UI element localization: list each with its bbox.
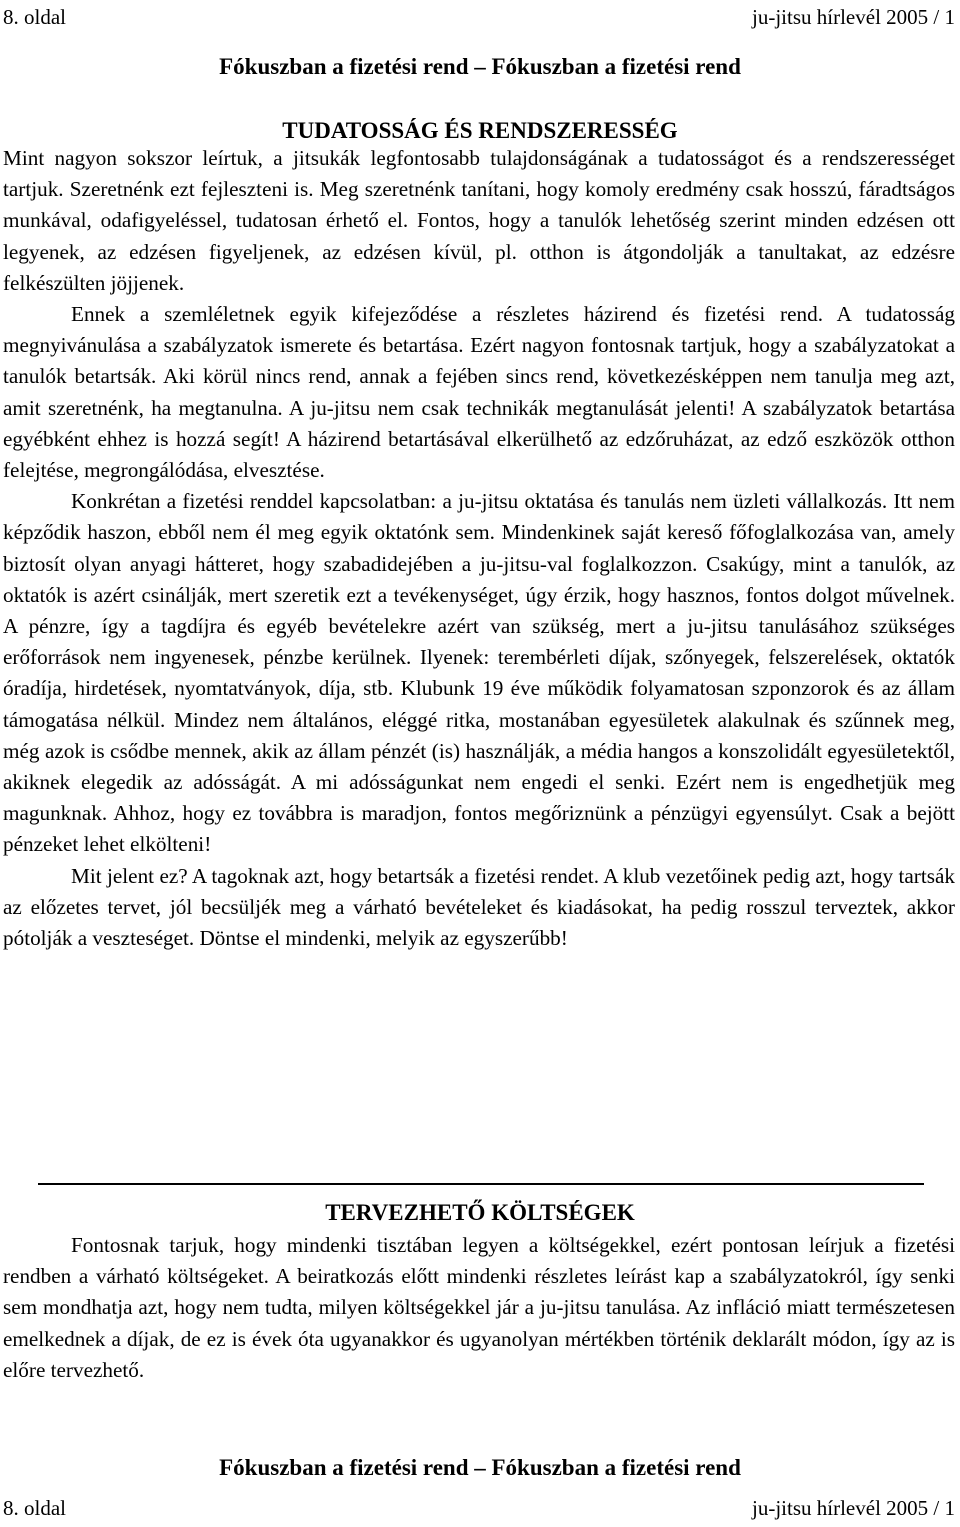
section-body-koltsegek [3, 1230, 955, 1386]
section-divider [38, 1183, 924, 1185]
paragraph: Konkrétan a fizetési renddel kapcsolatban: a ju-jitsu oktatása és tanulás nem üzleti vállalkozás. Itt nem képződik haszon, ebből nem él meg egyik oktatónk sem. Mindenkinek saját kereső főfoglalkozása van, amely biztosít olyan anyagi hátteret, hogy szabadidejében a ju-jitsu-val foglalkozzon. Csakúgy, mint a tanulók, az oktatók is azért csinálják, mert szeretik ezt a tevékenységet, úgy érzik, hogy hasznos, fontos dolgot művelnek. A pénzre, így a tagdíjra és egyéb bevételekre azért van szükség, mert a ju-jitsu tanulásához szükséges erőforrások nem ingyenesek, pénzbe kerülnek. Ilyenek: terembérleti díjak, szőnyegek, felszerelések, oktatók óradíja, hirdetések, nyomtatványok, díja, stb. Klubunk 19 éve működik folyamatosan szponzorok és az állam támogatása nélkül. Mindez nem általános, eléggé ritka, mostanában egyesületek alakulnak és szűnnek meg, még azok is csődbe mennek, akik az állam pénzét (is) használják, a média hangos a konszolidált egyesületektől, akiknek elegedik az adósságát. A mi adósságunkat nem engedi el senki. Ezért nem is engedhetjük meg magunknak. Ahhoz, hogy ez továbbra is maradjon, fontos megőriznünk a pénzügyi egyensúlyt. Csak a bejött pénzeket lehet elkölteni! [3, 489, 955, 857]
footer-page-number: 8. oldal [3, 1496, 66, 1520]
section-body-tudatossag [3, 143, 955, 954]
header-page-number: 8. oldal [3, 5, 66, 29]
banner-bottom: Fókuszban a fizetési rend – Fókuszban a fizetési rend [219, 1455, 741, 1480]
page-footer [3, 1495, 955, 1521]
paragraph: Fontosnak tarjuk, hogy mindenki tisztában legyen a költségekkel, ezért pontosan leírjuk a fizetési rendben a várható költségeket. A beiratkozás előtt mindenki részletes leírást kap a szabályzatokról, így senki sem mondhatja azt, hogy nem tudta, milyen költségekkel jár a ju-jitsu tanulása. Az infláció miatt természetesen emelkednek a díjak, de ez is évek óta ugyanakkor és ugyanolyan mértékben történik deklarált módon, így az is előre tervezhető. [3, 1233, 955, 1382]
section-heading-koltsegek: TERVEZHETŐ KÖLTSÉGEK [325, 1200, 635, 1225]
page-header [3, 4, 955, 30]
paragraph: Ennek a szemléletnek egyik kifejeződése a részletes házirend és fizetési rend. A tudatosság megnyivánulása a szabályzatok ismerete és betartása. Ezért nagyon fontosnak tartjuk, hogy a szabályzatokat a tanulók betartsák. Aki körül nincs rend, annak a fejében sincs rend, következésképpen nem tanulja meg azt, amit szeretnénk, ha megtanulna. A ju-jitsu nem csak technikák megtanulását jelenti! A szabályzatok betartása egyébként ehhez is hozzá segít! A házirend betartásával elkerülhető az edzőruházat, az edző eszközök otthon felejtése, megrongálódása, elvesztése. [3, 302, 955, 483]
paragraph: Mint nagyon sokszor leírtuk, a jitsukák legfontosabb tulajdonságának a tudatosságot és a rendszerességet tartjuk. Szeretnénk ezt fejleszteni is. Meg szeretnénk tanítani, hogy komoly eredmény csak hosszú, fáradtságos munkával, odafigyeléssel, tudatosan érhető el. Fontos, hogy a tanulók lehetőség szerint minden edzésen ott legyenek, az edzésen figyeljenek, az edzésen kívül, pl. otthon is átgondolják a tanultakat, az edzésre felkészülten jöjjenek. [3, 146, 955, 295]
banner-top: Fókuszban a fizetési rend – Fókuszban a fizetési rend [219, 54, 741, 79]
section-heading-tudatossag: TUDATOSSÁG ÉS RENDSZERESSÉG [282, 118, 678, 143]
footer-publication: ju-jitsu hírlevél 2005 / 1 [752, 1496, 955, 1520]
header-publication: ju-jitsu hírlevél 2005 / 1 [752, 5, 955, 29]
paragraph: Mit jelent ez? A tagoknak azt, hogy betartsák a fizetési rendet. A klub vezetőinek pedig azt, hogy tartsák az előzetes tervet, jól becsüljék meg a várható bevételeket és kiadásokat, ha pedig rosszul terveztek, akkor pótolják a veszteséget. Döntse el mindenki, melyik az egyszerűbb! [3, 863, 955, 951]
